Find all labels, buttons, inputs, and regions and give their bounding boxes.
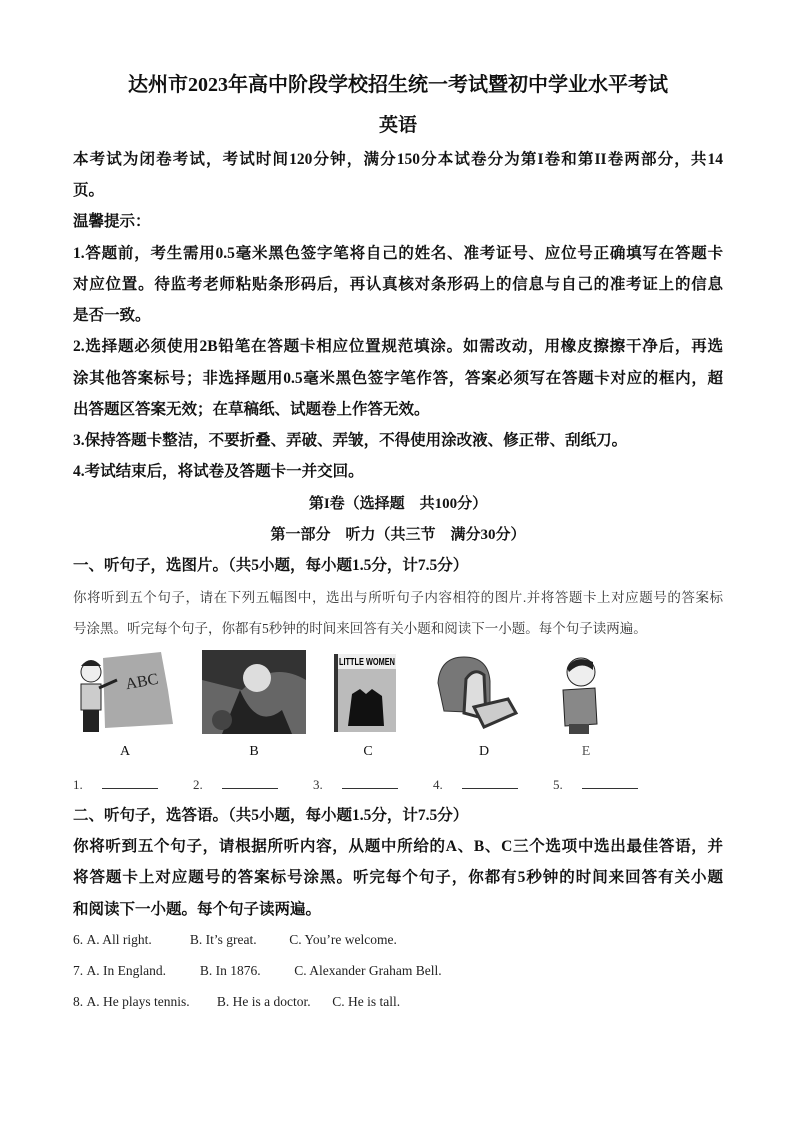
question-6 (73, 932, 397, 948)
blank-5[interactable] (553, 777, 654, 792)
board-text: ABC (124, 670, 160, 694)
blank-line (462, 776, 518, 789)
question-8 (73, 994, 400, 1010)
blank-4[interactable] (433, 777, 534, 792)
blank-number: 5. (553, 777, 563, 792)
section1-instruction: 号涂黑。听完每个句子，你都有5秒钟的时间来回答有关小题和阅读下一小题。每个句子读两遍。 (73, 621, 647, 636)
blank-3[interactable] (313, 777, 414, 792)
section2-instruction: 你将听到五个句子，请根据所听内容，从题中所给的A、B、C三个选项中选出最佳答语，并 (73, 838, 723, 855)
anime-girl-picture (202, 650, 306, 734)
sick-boy-picture (555, 654, 601, 736)
section2-instruction: 和阅读下一小题。每个句子读两遍。 (73, 901, 322, 918)
blank-number: 2. (193, 777, 203, 792)
blank-line (582, 776, 638, 789)
picture-label: B (249, 744, 259, 759)
subject-title: 英语 (378, 115, 417, 136)
picture-label: C (363, 744, 373, 759)
tip-line: 1.答题前，考生需用0.5毫米黑色签字笔将自己的姓名、准考证号、应位号正确填写在答题卡 (73, 245, 723, 262)
tip-line: 对应位置。待监考老师粘贴条形码后，再认真核对条形码上的信息与自己的准考证上的信息 (73, 276, 723, 293)
picture-label: A (119, 744, 131, 759)
picture-label: D (478, 744, 490, 759)
blank-number: 1. (73, 777, 83, 792)
question-number: 8. (73, 994, 84, 1009)
blank-number: 4. (433, 777, 443, 792)
question-number: 6. (73, 932, 84, 947)
section2-heading: 二、听句子，选答语。（共5小题，每小题1.5分，计7.5分） (73, 807, 469, 824)
option-c: C. You’re welcome. (289, 932, 397, 947)
teacher-blackboard-picture (73, 650, 173, 736)
answer-blanks (73, 776, 670, 793)
blank-1[interactable] (73, 777, 174, 792)
blank-line (222, 776, 278, 789)
intro-line: 页。 (73, 182, 105, 199)
option-b: B. In 1876. (199, 963, 261, 978)
tips-heading: 温馨提示： (73, 213, 151, 230)
tip-line: 涂其他答案标号；非选择题用0.5毫米黑色签字笔作答，答案必须写在答题卡对应的框内，超 (73, 370, 723, 387)
blank-line (342, 776, 398, 789)
tip-line: 出答题区答案无效；在草稿纸、试题卷上作答无效。 (73, 401, 430, 418)
option-b: B. It’s great. (189, 932, 257, 947)
option-b: B. He is a doctor. (216, 994, 311, 1009)
option-c: C. Alexander Graham Bell. (294, 963, 442, 978)
option-a: A. In England. (86, 963, 166, 978)
volume-heading: 第I卷（选择题 共100分） (308, 496, 488, 512)
blank-2[interactable] (193, 777, 294, 792)
section2-instruction: 将答题卡上对应题号的答案标号涂黑。听完每个句子，你都有5秒钟的时间来回答有关小题 (73, 869, 723, 886)
tip-line: 2.选择题必须使用2B铅笔在答题卡相应位置规范填涂。如需改动，用橡皮擦擦干净后，再选 (73, 338, 723, 355)
book-cover-picture (334, 654, 396, 732)
question-number: 7. (73, 963, 84, 978)
intro-line: 本考试为闭卷考试，考试时间120分钟，满分150分本试卷分为第I卷和第II卷两部分，共14 (73, 151, 723, 168)
picture-label: E (581, 744, 591, 759)
section1-instruction: 你将听到五个句子，请在下列五幅图中，选出与所听句子内容相符的图片.并将答题卡上对应题号的答案标 (73, 590, 723, 605)
section1-heading: 一、听句子，选图片。（共5小题，每小题1.5分，计7.5分） (73, 557, 469, 574)
blank-number: 3. (313, 777, 323, 792)
exam-title: 达州市2023年高中阶段学校招生统一考试暨初中学业水平考试 (128, 74, 668, 96)
tip-line: 3.保持答题卡整洁，不要折叠、弄破、弄皱，不得使用涂改液、修正带、刮纸刀。 (73, 432, 628, 449)
bread-loaf-picture (434, 653, 518, 729)
option-c: C. He is tall. (332, 994, 401, 1009)
option-a: A. He plays tennis. (86, 994, 190, 1009)
cover-title: LITTLE WOMEN (339, 657, 395, 668)
tip-line: 4.考试结束后，将试卷及答题卡一并交回。 (73, 463, 364, 480)
blank-line (102, 776, 158, 789)
question-7 (73, 963, 442, 979)
option-a: A. All right. (86, 932, 152, 947)
tip-line: 是否一致。 (73, 307, 151, 324)
part-heading: 第一部分 听力（共三节 满分30分） (270, 527, 526, 543)
